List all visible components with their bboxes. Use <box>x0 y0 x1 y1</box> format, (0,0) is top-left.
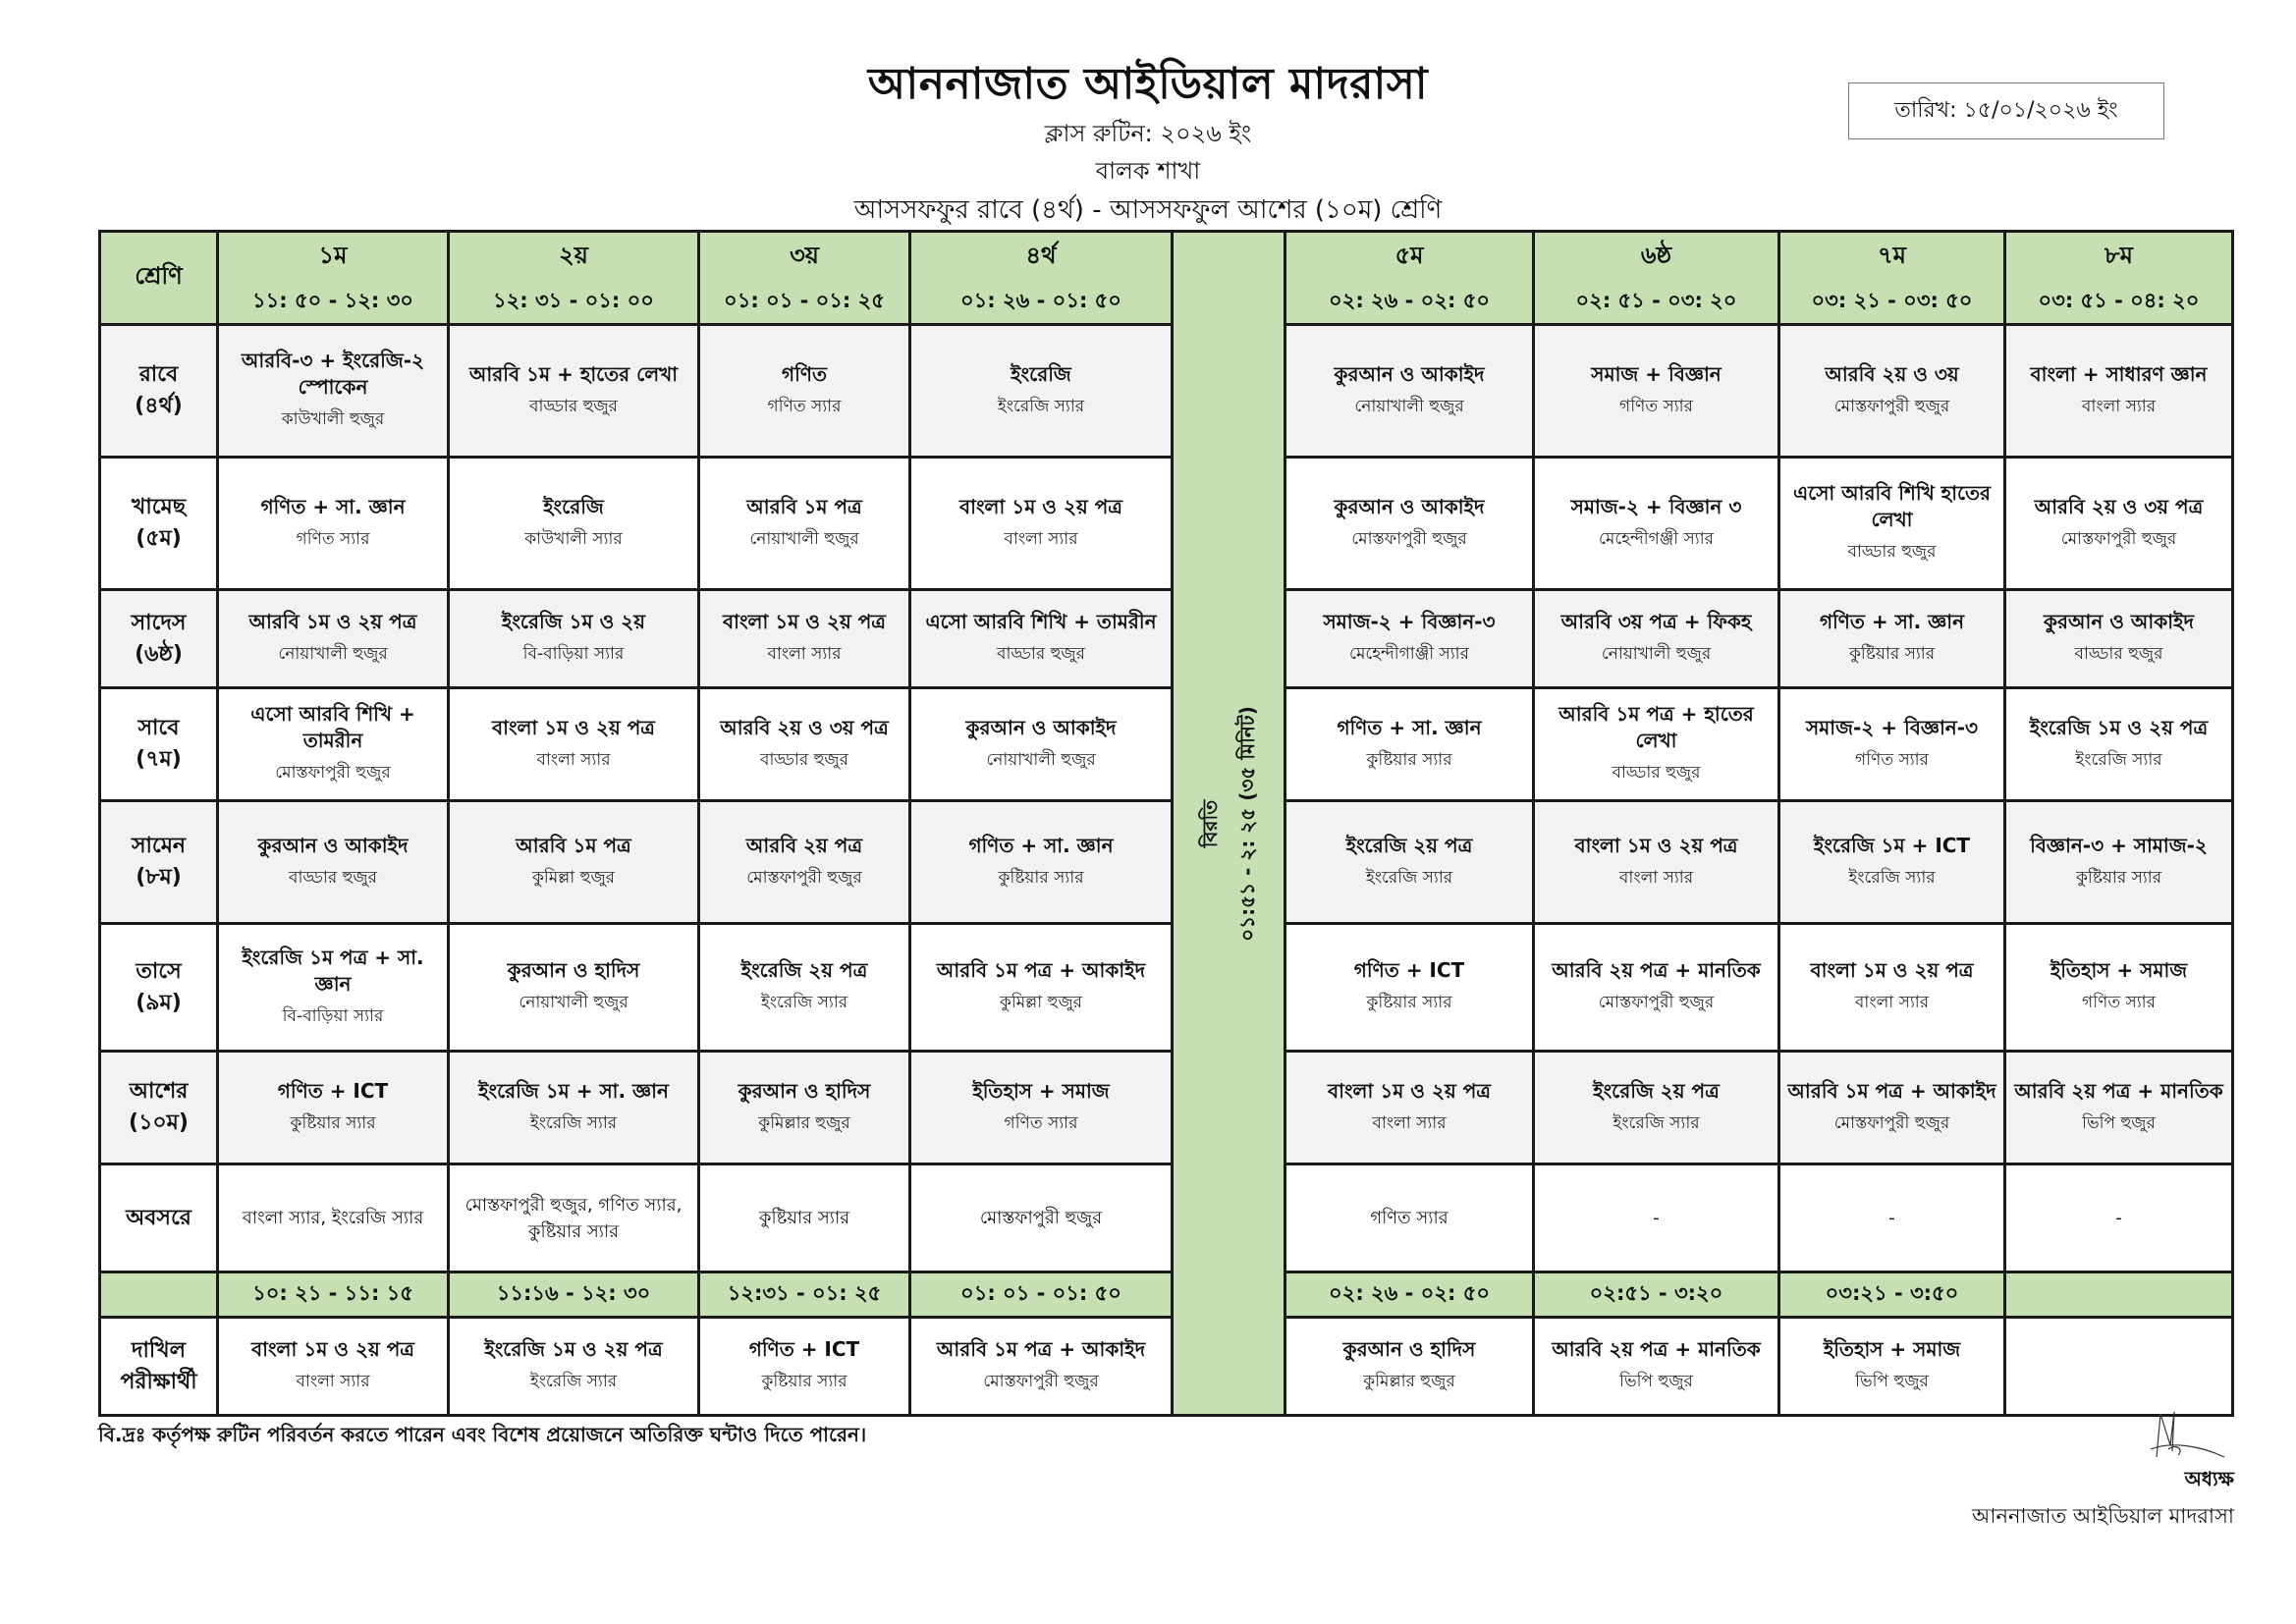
class-name: সাদেস <box>131 610 187 635</box>
schedule-cell <box>218 924 449 1052</box>
period-number: ৬ষ্ঠ <box>1640 241 1672 269</box>
schedule-cell <box>2005 590 2233 688</box>
schedule-cell <box>1779 325 2005 458</box>
teacher-name: ভিপি হুজুর <box>1855 1372 1929 1391</box>
date-label: তারিখ: ১৫/০১/২০২৬ ইং <box>1894 97 2118 123</box>
class-name: সামেন <box>131 834 187 859</box>
class-label-cell <box>100 688 218 801</box>
subject-name: এসো আরবি শিখি হাতের লেখা <box>1792 481 1992 531</box>
teacher-name: নোয়াখালী হুজুর <box>1354 396 1464 416</box>
exam-time-cell: ০২:৫১ - ৩:২০ <box>1534 1272 1779 1318</box>
teacher-name: কাউখালী হুজুর <box>281 409 385 429</box>
free-teachers-cell: - <box>1779 1164 2005 1272</box>
exam-schedule-cell <box>699 1318 910 1416</box>
routine-table <box>98 230 2234 1417</box>
teacher-name: ইংরেজি স্যার <box>760 993 848 1012</box>
teacher-name: বাড্ডার হুজুর <box>1847 542 1937 562</box>
class-name: সাবে <box>137 716 180 741</box>
schedule-cell <box>1285 801 1534 924</box>
subject-name: গণিত + ICT <box>277 1078 389 1103</box>
teacher-name: মোস্তফাপুরী হুজুর <box>1833 396 1950 416</box>
free-teachers-cell: মোস্তফাপুরী হুজুর, গণিত স্যার, কুষ্টিয়ার স্যার <box>449 1164 699 1272</box>
subject-name: কুরআন ও আকাইদ <box>2044 610 2194 633</box>
subject-name: ইংরেজি ২য় পত্র <box>1345 833 1473 857</box>
schedule-cell <box>2005 458 2233 590</box>
teacher-name: বাংলা স্যার <box>296 1372 370 1391</box>
period-time: ০২: ৫১ - ০৩: ২০ <box>1575 288 1737 312</box>
subject-name: কুরআন ও আকাইদ <box>1334 494 1485 518</box>
schedule-cell <box>1285 325 1534 458</box>
schedule-cell <box>218 688 449 801</box>
teacher-name: ভিপি হুজুর <box>1619 1372 1693 1391</box>
schedule-cell <box>699 325 910 458</box>
schedule-cell <box>1285 1052 1534 1164</box>
schedule-cell <box>1779 801 2005 924</box>
free-teachers-cell: বাংলা স্যার, ইংরেজি স্যার <box>218 1164 449 1272</box>
subject-name: ইংরেজি <box>1011 361 1071 386</box>
schedule-cell <box>1779 688 2005 801</box>
free-teachers-cell: - <box>1534 1164 1779 1272</box>
teacher-name: বাড্ডার হুজুর <box>289 867 377 888</box>
subject-name: সমাজ-২ + বিজ্ঞান-৩ <box>1805 715 1979 739</box>
class-level: (৮ম) <box>136 865 182 890</box>
teacher-name: গণিত স্যার <box>1855 749 1929 770</box>
subject-name: বাংলা ১ম ও ২য় পত্র <box>1574 833 1738 857</box>
teacher-name: কুষ্টিয়ার স্যার <box>998 867 1084 888</box>
subject-name: আরবি ২য় পত্র + মানতিক <box>2014 1078 2223 1103</box>
subject-name: বাংলা ১ম ও ২য় পত্র <box>959 494 1122 518</box>
subject-name: আরবি ১ম পত্র + আকাইদ <box>936 958 1146 982</box>
schedule-cell <box>1534 1052 1779 1164</box>
teacher-name: বি-বাড়িয়া স্যার <box>522 644 625 664</box>
teacher-name: বাড্ডার হুজুর <box>997 644 1085 664</box>
class-level: (১০ম) <box>129 1110 189 1135</box>
subject-name: ইংরেজি ১ম ও ২য় <box>501 610 646 633</box>
schedule-cell <box>699 924 910 1052</box>
free-teachers-cell: মোস্তফাপুরী হুজুর <box>910 1164 1173 1272</box>
exam-time-cell <box>2005 1272 2233 1318</box>
schedule-cell <box>699 688 910 801</box>
schedule-cell <box>1534 325 1779 458</box>
signatory-title: অধ্যক্ষ <box>2184 1467 2234 1490</box>
exam-schedule-cell <box>449 1318 699 1416</box>
schedule-cell <box>2005 801 2233 924</box>
exam-schedule-cell <box>2005 1318 2233 1416</box>
period-time: ০২: ২৬ - ০২: ৫০ <box>1329 288 1490 312</box>
signatory-org: আননাজাত আইডিয়াল মাদরাসা <box>1971 1504 2234 1528</box>
period-number: ৮ম <box>2105 241 2133 269</box>
schedule-cell <box>699 458 910 590</box>
teacher-name: নোয়াখালী হুজুর <box>1601 644 1712 664</box>
exam-time-row <box>100 1272 2233 1318</box>
subject-name: কুরআন ও আকাইদ <box>257 833 409 857</box>
teacher-name: কুষ্টিয়ার স্যার <box>290 1112 376 1133</box>
subject-name: গণিত + সা. জ্ঞান <box>260 494 406 518</box>
subject-name: গণিত <box>782 361 827 386</box>
subject-name: আরবি ১ম ও ২য় পত্র <box>248 610 417 633</box>
period-number: ৭ম <box>1878 241 1906 269</box>
teacher-name: কুষ্টিয়ার স্যার <box>1848 644 1936 664</box>
subject-name: আরবি ২য় পত্র + মানতিক <box>1552 1337 1761 1361</box>
class-level: (৭ম) <box>136 747 182 772</box>
class-label-cell <box>100 924 218 1052</box>
schedule-cell <box>1779 590 2005 688</box>
class-range-label: আসসফফুর রাবে (৪র্থ) - আসসফফুল আশের (১০ম) শ্রেণি <box>853 195 1443 225</box>
schedule-cell <box>449 590 699 688</box>
teacher-name: ইংরেজি স্যার <box>529 1112 618 1133</box>
subject-name: আরবি ২য় ও ৩য় পত্র <box>720 715 889 739</box>
class-level: (৬ষ্ঠ) <box>135 641 183 667</box>
class-row <box>100 458 2233 590</box>
subject-name: আরবি ১ম পত্র <box>746 494 862 518</box>
teacher-name: নোয়াখালী হুজুর <box>519 993 629 1012</box>
teacher-name: গণিত স্যার <box>2082 993 2156 1012</box>
signature-scribble <box>2131 1406 2229 1467</box>
schedule-cell <box>218 590 449 688</box>
schedule-cell <box>1285 590 1534 688</box>
teacher-name: বাড্ডার হুজুর <box>760 749 848 770</box>
teacher-name: বাংলা স্যার <box>1618 867 1694 888</box>
subject-name: ইংরেজি ২য় পত্র <box>740 958 868 982</box>
teacher-name: মোস্তফাপুরী হুজুর <box>983 1372 1099 1391</box>
class-label-cell <box>100 458 218 590</box>
dakhil-label-line1: দাখিল <box>131 1337 187 1363</box>
teacher-name: ভিপি হুজুর <box>2082 1112 2156 1133</box>
schedule-cell <box>1534 458 1779 590</box>
class-label-cell <box>100 590 218 688</box>
teacher-name: কুমিল্লা হুজুর <box>531 867 616 888</box>
subject-name: বিজ্ঞান-৩ + সামাজ-২ <box>2030 833 2208 857</box>
exam-time-cell: ১১:১৬ - ১২: ৩০ <box>449 1272 699 1318</box>
break-label-block <box>1191 706 1266 942</box>
period-time: ০৩: ৫১ - ০৪: ২০ <box>2038 288 2200 312</box>
schedule-cell <box>910 801 1173 924</box>
corner-label: শ্রেণি <box>100 232 218 325</box>
class-level: (৯ম) <box>136 990 182 1015</box>
schedule-cell <box>449 325 699 458</box>
exam-time-cell: ১২:৩১ - ০১: ২৫ <box>699 1272 910 1318</box>
schedule-cell <box>910 924 1173 1052</box>
exam-schedule-cell <box>1534 1318 1779 1416</box>
teacher-name: বাংলা স্যার <box>1004 528 1078 549</box>
class-name: তাসে <box>136 958 182 984</box>
class-row <box>100 1052 2233 1164</box>
schedule-cell <box>1779 458 2005 590</box>
class-label-cell <box>100 325 218 458</box>
class-row <box>100 590 2233 688</box>
subject-name: ইংরেজি ১ম ও ২য় পত্র <box>484 1337 663 1361</box>
schedule-cell <box>910 1052 1173 1164</box>
subject-name: গণিত + ICT <box>1353 958 1465 982</box>
teacher-name: নোয়াখালী হুজুর <box>278 644 388 664</box>
schedule-cell <box>449 458 699 590</box>
subject-name: আরবি ৩য় পত্র + ফিকহ <box>1560 610 1752 633</box>
schedule-cell <box>699 1052 910 1164</box>
teacher-name: নোয়াখালী হুজুর <box>986 749 1096 770</box>
schedule-cell <box>1285 924 1534 1052</box>
subject-name: কুরআন ও হাদিস <box>507 958 640 982</box>
period-time: ১২: ৩১ - ০১: ০০ <box>493 288 654 312</box>
free-teachers-cell: - <box>2005 1164 2233 1272</box>
class-label-cell <box>100 1052 218 1164</box>
exam-time-cell: ০২: ২৬ - ০২: ৫০ <box>1285 1272 1534 1318</box>
period-time: ০১: ২৬ - ০১: ৫০ <box>960 288 1121 312</box>
teacher-name: বাংলা স্যার <box>1854 993 1930 1012</box>
exam-time-cell: ০৩:২১ - ৩:৫০ <box>1779 1272 2005 1318</box>
subject-name: আরবি-৩ + ইংরেজি-২ স্পোকেন <box>241 349 425 399</box>
exam-schedule-cell <box>1285 1318 1534 1416</box>
teacher-name: ইংরেজি স্যার <box>1613 1112 1700 1133</box>
subject-name: আরবি ২য় পত্র + মানতিক <box>1552 958 1761 982</box>
teacher-name: বাড্ডার হুজুর <box>1612 763 1701 783</box>
schedule-cell <box>1534 924 1779 1052</box>
class-label-cell <box>100 801 218 924</box>
exam-schedule-cell <box>218 1318 449 1416</box>
schedule-cell <box>218 801 449 924</box>
free-teachers-cell: কুষ্টিয়ার স্যার <box>699 1164 910 1272</box>
subject-name: ইংরেজি <box>543 494 604 518</box>
subject-name: বাংলা ১ম ও ২য় পত্র <box>1810 958 1974 982</box>
teacher-name: ইংরেজি স্যার <box>997 396 1085 416</box>
class-name: আশের <box>129 1079 189 1105</box>
subject-name: আরবি ২য় পত্র <box>745 833 863 857</box>
teacher-name: কুমিল্লার হুজুর <box>1363 1372 1455 1391</box>
period-time: ০১: ০১ - ০১: ২৫ <box>724 288 885 312</box>
subject-name: কুরআন ও আকাইদ <box>1334 361 1485 386</box>
teacher-name: কুমিল্লা হুজুর <box>999 993 1083 1012</box>
subject-name: গণিত + ICT <box>748 1337 860 1361</box>
break-time: ০১:৫১ - ২: ২৫ (৩৫ মিনিট) <box>1235 705 1259 942</box>
schedule-cell <box>1779 1052 2005 1164</box>
schedule-cell <box>449 801 699 924</box>
schedule-cell <box>218 458 449 590</box>
schedule-cell <box>218 325 449 458</box>
teacher-name: মোস্তফাপুরী হুজুর <box>1351 528 1467 549</box>
subject-name: আরবি ১ম + হাতের লেখা <box>468 361 679 386</box>
teacher-name: ইংরেজি স্যার <box>1848 867 1936 888</box>
teacher-name: বি-বাড়িয়া স্যার <box>282 1005 384 1026</box>
teacher-name: গণিত স্যার <box>1004 1112 1078 1133</box>
teacher-name: গণিত স্যার <box>767 396 842 416</box>
subject-name: বাংলা ১ম ও ২য় পত্র <box>251 1337 414 1361</box>
subject-name: বাংলা ১ম ও ২য় পত্র <box>492 715 655 739</box>
branch-label: বালক শাখা <box>1095 157 1201 185</box>
teacher-name: মোস্তফাপুরী হুজুর <box>1598 993 1715 1012</box>
subject-name: আরবি ২য় ও ৩য় পত্র <box>2034 494 2204 518</box>
period-number: ৪র্থ <box>1025 241 1057 269</box>
class-level: (৫ম) <box>136 526 182 551</box>
teacher-name: গণিত স্যার <box>296 528 370 549</box>
period-header <box>218 232 449 325</box>
teacher-name: মোস্তফাপুরী হুজুর <box>746 867 862 888</box>
period-header <box>910 232 1173 325</box>
subject-name: আরবি ১ম পত্র + হাতের লেখা <box>1558 702 1754 752</box>
exam-time-corner <box>100 1272 218 1318</box>
exam-schedule-cell <box>910 1318 1173 1416</box>
schedule-cell <box>1534 590 1779 688</box>
subject-name: আরবি ১ম পত্র + আকাইদ <box>1787 1078 1996 1103</box>
class-name: খামেছ <box>131 495 187 520</box>
class-row <box>100 801 2233 924</box>
teacher-name: বাংলা স্যার <box>767 644 842 664</box>
teacher-name: কুষ্টিয়ার স্যার <box>1366 993 1452 1012</box>
subject-name: বাংলা ১ম ও ২য় পত্র <box>1328 1078 1491 1103</box>
teacher-name: নোয়াখালী হুজুর <box>749 528 859 549</box>
subject-name: ইতিহাস + সমাজ <box>1823 1337 1961 1361</box>
period-header-row <box>100 232 2233 325</box>
subject-name: এসো আরবি শিখি + তামরীন <box>925 610 1157 633</box>
schedule-cell <box>449 924 699 1052</box>
schedule-cell <box>2005 1052 2233 1164</box>
dakhil-row-label <box>100 1318 218 1416</box>
schedule-cell <box>910 458 1173 590</box>
subject-name: গণিত + সা. জ্ঞান <box>1337 715 1482 739</box>
teacher-name: মেহেন্দীগাঞ্জী স্যার <box>1349 644 1469 664</box>
subject-name: গণিত + সা. জ্ঞান <box>968 833 1114 857</box>
schedule-cell <box>1285 458 1534 590</box>
schedule-cell <box>910 325 1173 458</box>
teacher-name: ইংরেজি স্যার <box>1365 867 1453 888</box>
free-teachers-cell: গণিত স্যার <box>1285 1164 1534 1272</box>
schedule-cell <box>449 1052 699 1164</box>
subject-name: কুরআন ও হাদিস <box>1342 1337 1476 1361</box>
schedule-cell <box>449 688 699 801</box>
subject-name: ইংরেজি ১ম + ICT <box>1813 833 1971 857</box>
subject-name: আরবি ১ম পত্র <box>516 833 631 857</box>
subject-name: ইতিহাস + সমাজ <box>972 1078 1110 1103</box>
teacher-name: ইংরেজি স্যার <box>2075 749 2162 770</box>
subject-name: আরবি ১ম পত্র + আকাইদ <box>936 1337 1146 1361</box>
subject-name: গণিত + সা. জ্ঞান <box>1819 610 1965 633</box>
exam-time-cell: ১০: ২১ - ১১: ১৫ <box>218 1272 449 1318</box>
teacher-name: বাড্ডার হুজুর <box>529 396 618 416</box>
subject-name: সমাজ-২ + বিজ্ঞান ৩ <box>1570 494 1742 518</box>
period-header <box>699 232 910 325</box>
period-time: ০৩: ২১ - ০৩: ৫০ <box>1811 288 1973 312</box>
dakhil-examinee-row <box>100 1318 2233 1416</box>
teacher-name: কুমিল্লার হুজুর <box>758 1112 850 1133</box>
period-number: ২য় <box>559 241 588 269</box>
period-time: ১১: ৫০ - ১২: ৩০ <box>252 288 413 312</box>
period-header <box>449 232 699 325</box>
schedule-cell <box>1534 801 1779 924</box>
class-row <box>100 325 2233 458</box>
break-label: বিরতি <box>1198 799 1222 847</box>
teacher-name: বাড্ডার হুজুর <box>2074 644 2163 664</box>
subject-name: ইংরেজি ১ম ও ২য় পত্র <box>2029 715 2209 739</box>
exam-schedule-cell <box>1779 1318 2005 1416</box>
period-header <box>1534 232 1779 325</box>
schedule-cell <box>2005 325 2233 458</box>
schedule-cell <box>699 801 910 924</box>
subject-name: ইংরেজি ১ম + সা. জ্ঞান <box>478 1078 669 1103</box>
footer-note: বি.দ্রঃ কর্তৃপক্ষ রুটিন পরিবর্তন করতে পারেন এবং বিশেষ প্রয়োজনে অতিরিক্ত ঘন্টাও দিতে পারেন। <box>98 1423 867 1446</box>
subject-name: সমাজ-২ + বিজ্ঞান-৩ <box>1323 610 1496 633</box>
routine-year: ক্লাস রুটিন: ২০২৬ ইং <box>1044 120 1252 147</box>
subject-name: বাংলা ১ম ও ২য় পত্র <box>723 610 886 633</box>
teacher-name: কাউখালী স্যার <box>524 528 623 549</box>
exam-time-cell: ০১: ০১ - ০১: ৫০ <box>910 1272 1173 1318</box>
teacher-name: কুষ্টিয়ার স্যার <box>2075 867 2162 888</box>
teacher-name: কুষ্টিয়ার স্যার <box>761 1372 847 1391</box>
subject-name: কুরআন ও হাদিস <box>738 1078 871 1103</box>
subject-name: আরবি ২য় ও ৩য় <box>1825 361 1959 386</box>
subject-name: এসো আরবি শিখি + তামরীন <box>250 702 415 752</box>
subject-name: বাংলা + সাধারণ জ্ঞান <box>2030 361 2208 386</box>
schedule-cell <box>910 590 1173 688</box>
class-row <box>100 924 2233 1052</box>
schedule-cell <box>1285 688 1534 801</box>
schedule-cell <box>2005 688 2233 801</box>
date-box <box>1848 82 2164 139</box>
teacher-name: মোস্তফাপুরী হুজুর <box>1833 1112 1950 1133</box>
schedule-cell <box>218 1052 449 1164</box>
schedule-cell <box>2005 924 2233 1052</box>
madrasa-title: আননাজাত আইডিয়াল মাদরাসা <box>867 59 1429 109</box>
teacher-name: বাংলা স্যার <box>1372 1112 1447 1133</box>
break-column <box>1173 232 1285 1416</box>
teacher-name: মেহেন্দীগঞ্জী স্যার <box>1599 528 1714 549</box>
period-header <box>1285 232 1534 325</box>
teacher-name: ইংরেজি স্যার <box>529 1372 618 1391</box>
free-teachers-row <box>100 1164 2233 1272</box>
dakhil-label-line2: পরীক্ষার্থী <box>120 1369 197 1394</box>
teacher-name: মোস্তফাপুরী হুজুর <box>275 763 391 783</box>
teacher-name: বাংলা স্যার <box>536 749 611 770</box>
class-row <box>100 688 2233 801</box>
period-number: ১ম <box>318 241 348 269</box>
period-header <box>1779 232 2005 325</box>
class-level: (৪র্থ) <box>135 394 183 418</box>
free-row-label: অবসরে <box>100 1164 218 1272</box>
teacher-name: গণিত স্যার <box>1619 396 1693 416</box>
period-header <box>2005 232 2233 325</box>
subject-name: ইতিহাস + সমাজ <box>2050 958 2188 982</box>
subject-name: ইংরেজি ১ম পত্র + সা. জ্ঞান <box>242 945 424 996</box>
teacher-name: কুষ্টিয়ার স্যার <box>1366 749 1452 770</box>
subject-name: কুরআন ও আকাইদ <box>965 715 1117 739</box>
teacher-name: বাংলা স্যার <box>2081 396 2157 416</box>
schedule-cell <box>699 590 910 688</box>
subject-name: ইংরেজি ২য় পত্র <box>1593 1078 1720 1103</box>
teacher-name: মোস্তফাপুরী হুজুর <box>2060 528 2177 549</box>
period-number: ৩য় <box>790 241 819 269</box>
period-number: ৫ম <box>1394 241 1424 269</box>
schedule-cell <box>910 688 1173 801</box>
class-name: রাবে <box>138 362 179 388</box>
schedule-cell <box>1534 688 1779 801</box>
subject-name: সমাজ + বিজ্ঞান <box>1591 361 1722 386</box>
schedule-cell <box>1779 924 2005 1052</box>
